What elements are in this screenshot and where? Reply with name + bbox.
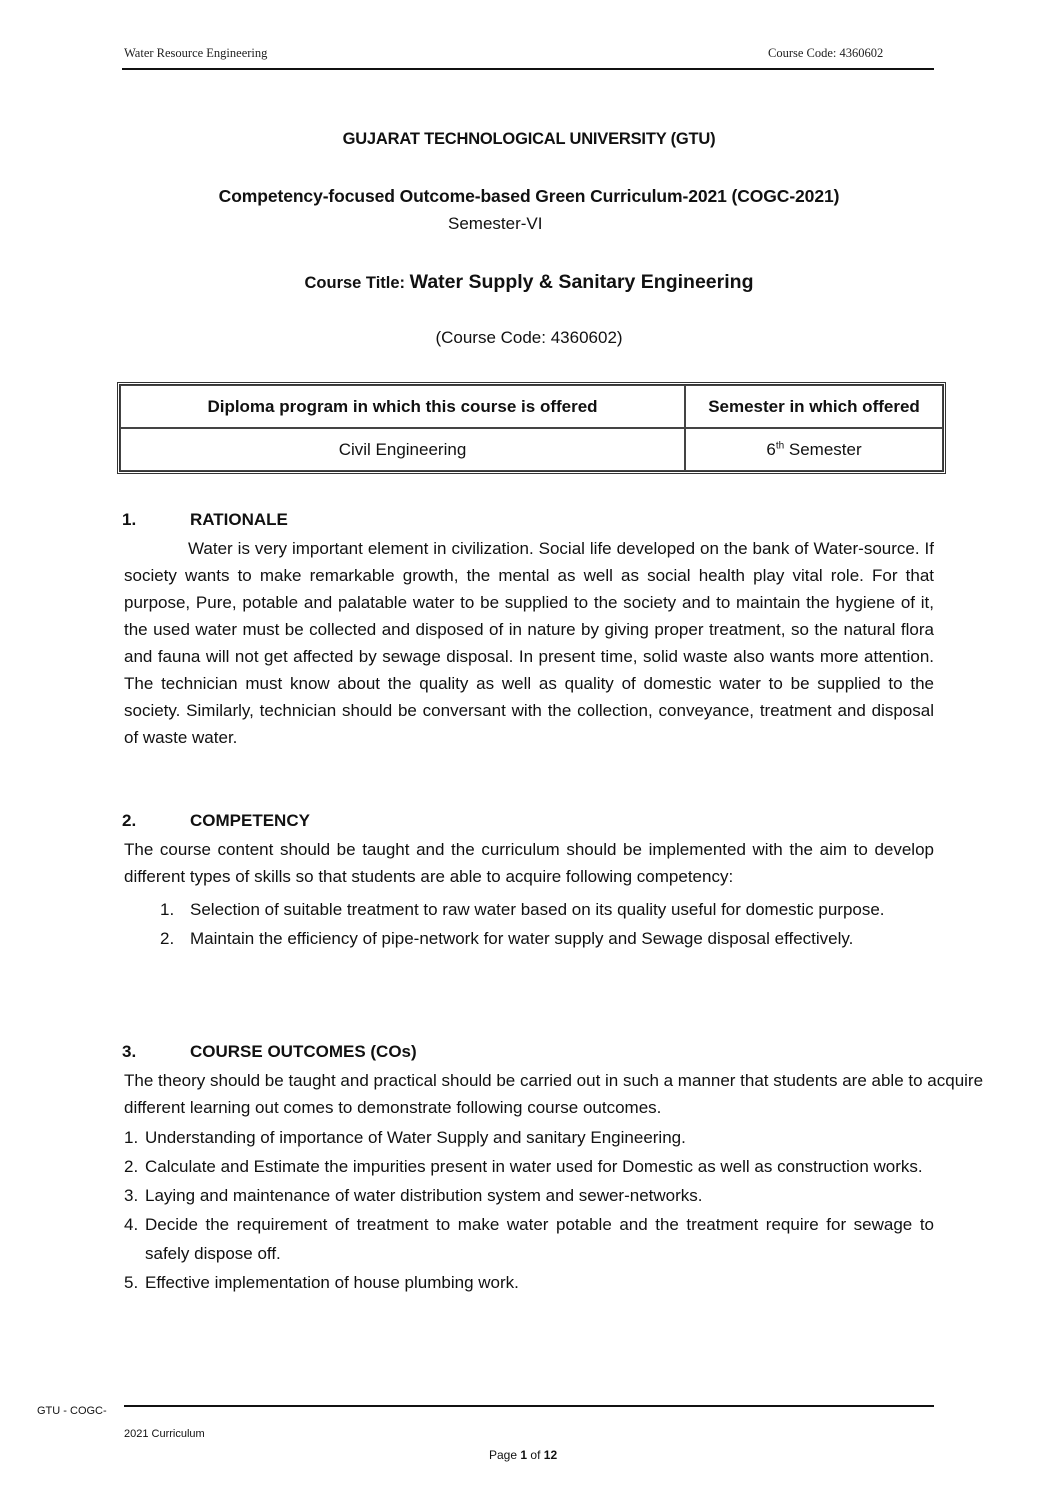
- list-item: [124, 1268, 934, 1297]
- list-item: [160, 924, 934, 953]
- list-number: 3.: [124, 1186, 139, 1205]
- table-row: [120, 428, 943, 471]
- list-number: 1.: [160, 900, 175, 919]
- semester-label: Semester-VI: [448, 214, 543, 233]
- footer-label-line2: 2021 Curriculum: [124, 1428, 205, 1440]
- list-number: 2.: [124, 1157, 139, 1176]
- section-heading-competency: [122, 811, 310, 831]
- list-number: 4.: [124, 1215, 139, 1234]
- outcomes-intro: The theory should be taught and practical should be carried out in such a manner that students are able to acquire different learning out comes to demonstrate following course outcomes.: [124, 1071, 984, 1117]
- curriculum-name: Competency-focused Outcome-based Green Curriculum-2021 (COGC-2021): [218, 186, 840, 206]
- section-title: RATIONALE: [190, 510, 288, 529]
- semester-number: 6: [766, 439, 776, 459]
- list-text: Laying and maintenance of water distribution system and sewer-networks.: [145, 1186, 703, 1205]
- competency-list: [160, 895, 934, 953]
- table-cell-program: Civil Engineering: [120, 428, 685, 471]
- list-item: [124, 1210, 934, 1268]
- program-table: [117, 382, 946, 474]
- section-title: COURSE OUTCOMES (COs): [190, 1042, 417, 1061]
- running-header-course-code: Course Code: 4360602: [768, 46, 884, 60]
- page-of: of: [530, 1448, 541, 1462]
- list-item: [124, 1181, 934, 1210]
- rationale-paragraph: [124, 535, 934, 751]
- list-text: Calculate and Estimate the impurities present in water used for Domestic as well as construction works.: [145, 1157, 923, 1176]
- competency-intro: The course content should be taught and the curriculum should be implemented with the aim to develop different types of skills so that students are able to acquire following competency:: [124, 840, 934, 886]
- list-number: 1.: [124, 1128, 139, 1147]
- list-item: [124, 1123, 934, 1152]
- section-heading-rationale: [122, 510, 288, 530]
- page-number: [489, 1448, 557, 1462]
- page-total: 12: [543, 1448, 558, 1462]
- list-text: Understanding of importance of Water Supply and sanitary Engineering.: [145, 1128, 686, 1147]
- section-number: 1.: [122, 510, 137, 529]
- list-text: Decide the requirement of treatment to make water potable and the treatment require for sewage to safely dispose off.: [145, 1215, 934, 1263]
- footer-label-line1: GTU - COGC-: [37, 1405, 107, 1417]
- course-code: (Course Code: 4360602): [435, 328, 623, 347]
- course-title-label: Course Title:: [304, 274, 406, 292]
- section-heading-outcomes: [122, 1042, 417, 1062]
- semester-text: Semester: [788, 439, 862, 459]
- table-header-row: [120, 385, 943, 428]
- page-label: Page: [489, 1448, 518, 1462]
- table-header-semester: Semester in which offered: [685, 385, 943, 428]
- course-title: [0, 271, 1058, 294]
- rationale-text: Water is very important element in civilization. Social life developed on the bank of Water-source. If society wants to make remarkable growth, the mental as well as social health play vital role. For that purpose, Pure, potable and palatable water to be supplied to the society and to maintain the hygiene of it, the used water must be collected and disposed of in nature by giving proper treatment, so the natural flora and fauna will not get affected by sewage disposal. In present time, solid waste also wants more attention. The technician must know about the quality as well as quality of domestic water to be supplied to the society. Similarly, technician should be conversant with the collection, conveyance, treatment and disposal of waste water.: [124, 539, 934, 747]
- list-number: 5.: [124, 1273, 139, 1292]
- list-text: Selection of suitable treatment to raw water based on its quality useful for domestic purpose.: [190, 900, 885, 919]
- list-item: [160, 895, 934, 924]
- table-cell-semester: [685, 428, 943, 471]
- section-number: 2.: [122, 811, 137, 830]
- list-text: Effective implementation of house plumbing work.: [145, 1273, 519, 1292]
- header-divider: [122, 68, 934, 70]
- semester-suffix: th: [775, 439, 785, 451]
- course-title-value: Water Supply & Sanitary Engineering: [409, 271, 754, 293]
- footer-divider: [124, 1405, 934, 1407]
- list-number: 2.: [160, 929, 175, 948]
- running-header-title: Water Resource Engineering: [124, 46, 268, 60]
- list-text: Maintain the efficiency of pipe-network for water supply and Sewage disposal effectively.: [190, 929, 854, 948]
- university-name: GUJARAT TECHNOLOGICAL UNIVERSITY (GTU): [342, 130, 716, 148]
- outcomes-list: [124, 1123, 934, 1297]
- list-item: [124, 1152, 934, 1181]
- section-number: 3.: [122, 1042, 137, 1061]
- table-header-program: Diploma program in which this course is offered: [120, 385, 685, 428]
- page-current: 1: [520, 1448, 528, 1462]
- section-title: COMPETENCY: [190, 811, 310, 830]
